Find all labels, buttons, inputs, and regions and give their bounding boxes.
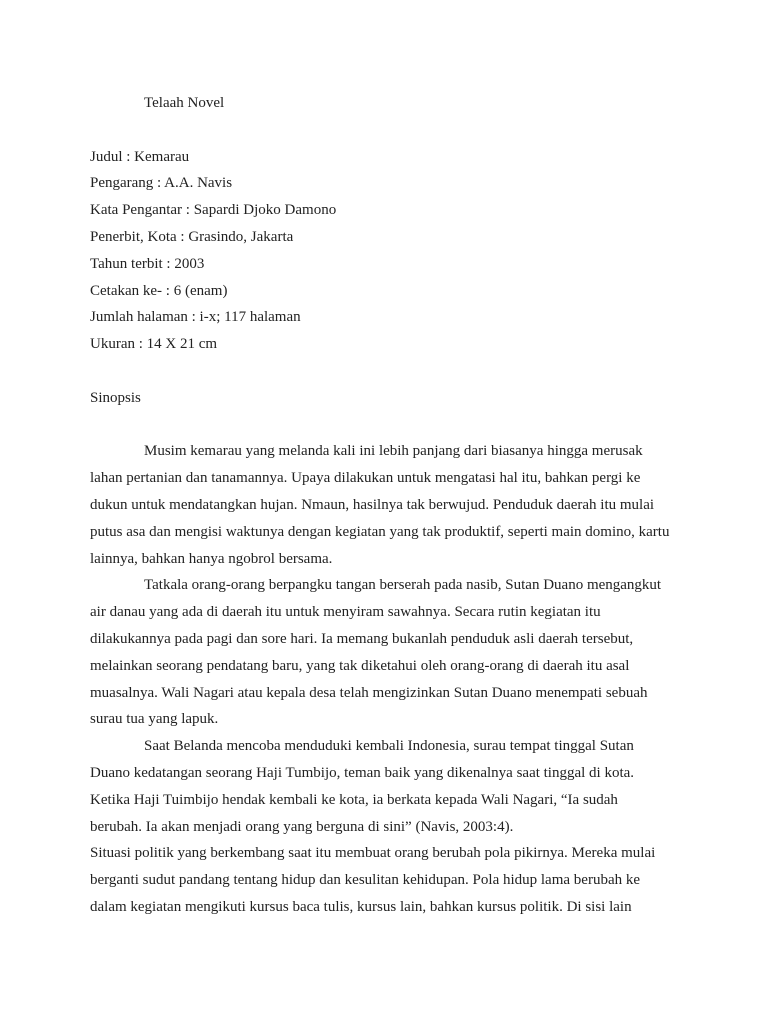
book-metadata (90, 144, 690, 358)
paragraph-line: Saat Belanda mencoba menduduki kembali Indonesia, surau tempat tinggal Sutan (144, 738, 634, 755)
spacer (90, 358, 690, 385)
metadata-foreword-line: Kata Pengantar : Sapardi Djoko Damono (90, 202, 337, 219)
paragraph-line: Ketika Haji Tuimbijo hendak kembali ke kota, ia berkata kepada Wali Nagari, “Ia sudah (90, 791, 618, 808)
metadata-publisher-line: Penerbit, Kota : Grasindo, Jakarta (90, 228, 294, 245)
synopsis-paragraph-3 (90, 733, 690, 840)
paragraph-line: Duano kedatangan seorang Haji Tumbijo, teman baik yang dikenalnya saat tinggal di kota. (90, 764, 635, 781)
metadata-year-line: Tahun terbit : 2003 (90, 255, 205, 272)
synopsis-paragraph-1 (90, 438, 690, 572)
paragraph-line: surau tua yang lapuk. (90, 711, 219, 728)
paragraph-line: lahan pertanian dan tanamannya. Upaya dilakukan untuk mengatasi hal itu, bahkan pergi ke (90, 470, 641, 487)
synopsis-paragraph-4 (90, 840, 690, 920)
metadata-pages-line: Jumlah halaman : i-x; 117 halaman (90, 309, 301, 326)
metadata-title-line: Judul : Kemarau (90, 148, 190, 165)
paragraph-line: lainnya, bahkan hanya ngobrol bersama. (90, 550, 333, 567)
document-body (90, 90, 690, 921)
paragraph-line: dukun untuk mendatangkan hujan. Nmaun, hasilnya tak berwujud. Penduduk daerah itu mulai (90, 496, 655, 513)
metadata-size-line: Ukuran : 14 X 21 cm (90, 336, 218, 353)
paragraph-line: air danau yang ada di daerah itu untuk menyiram sawahnya. Secara rutin kegiatan itu (90, 604, 601, 621)
synopsis-heading: Sinopsis (90, 389, 141, 406)
paragraph-line: melainkan seorang pendatang baru, yang tak diketahui oleh orang-orang di daerah itu asal (90, 657, 630, 674)
paragraph-line: muasalnya. Wali Nagari atau kepala desa telah mengizinkan Sutan Duano menempati sebuah (90, 684, 648, 701)
paragraph-line: Musim kemarau yang melanda kali ini lebih panjang dari biasanya hingga merusak (144, 443, 643, 460)
paragraph-line: dilakukannya pada pagi dan sore hari. Ia memang bukanlah penduduk asli daerah tersebut, (90, 630, 634, 647)
paragraph-line: Situasi politik yang berkembang saat itu membuat orang berubah pola pikirnya. Mereka mulai (90, 845, 656, 862)
paragraph-line: berganti sudut pandang tentang hidup dan kesulitan kehidupan. Pola hidup lama berubah ke (90, 872, 641, 889)
paragraph-line: dalam kegiatan mengikuti kursus baca tulis, kursus lain, bahkan kursus politik. Di sisi lain (90, 898, 632, 915)
metadata-edition-line: Cetakan ke- : 6 (enam) (90, 282, 228, 299)
spacer (90, 117, 690, 144)
paragraph-line: putus asa dan mengisi waktunya dengan kegiatan yang tak produktif, seperti main domino, kartu (90, 523, 670, 540)
metadata-author-line: Pengarang : A.A. Navis (90, 175, 233, 192)
paragraph-line: Tatkala orang-orang berpangku tangan berserah pada nasib, Sutan Duano mengangkut (144, 577, 662, 594)
spacer (90, 412, 690, 439)
document-title: Telaah Novel (144, 95, 225, 111)
synopsis-paragraph-2 (90, 572, 690, 733)
paragraph-line: berubah. Ia akan menjadi orang yang berguna di sini” (Navis, 2003:4). (90, 818, 514, 835)
